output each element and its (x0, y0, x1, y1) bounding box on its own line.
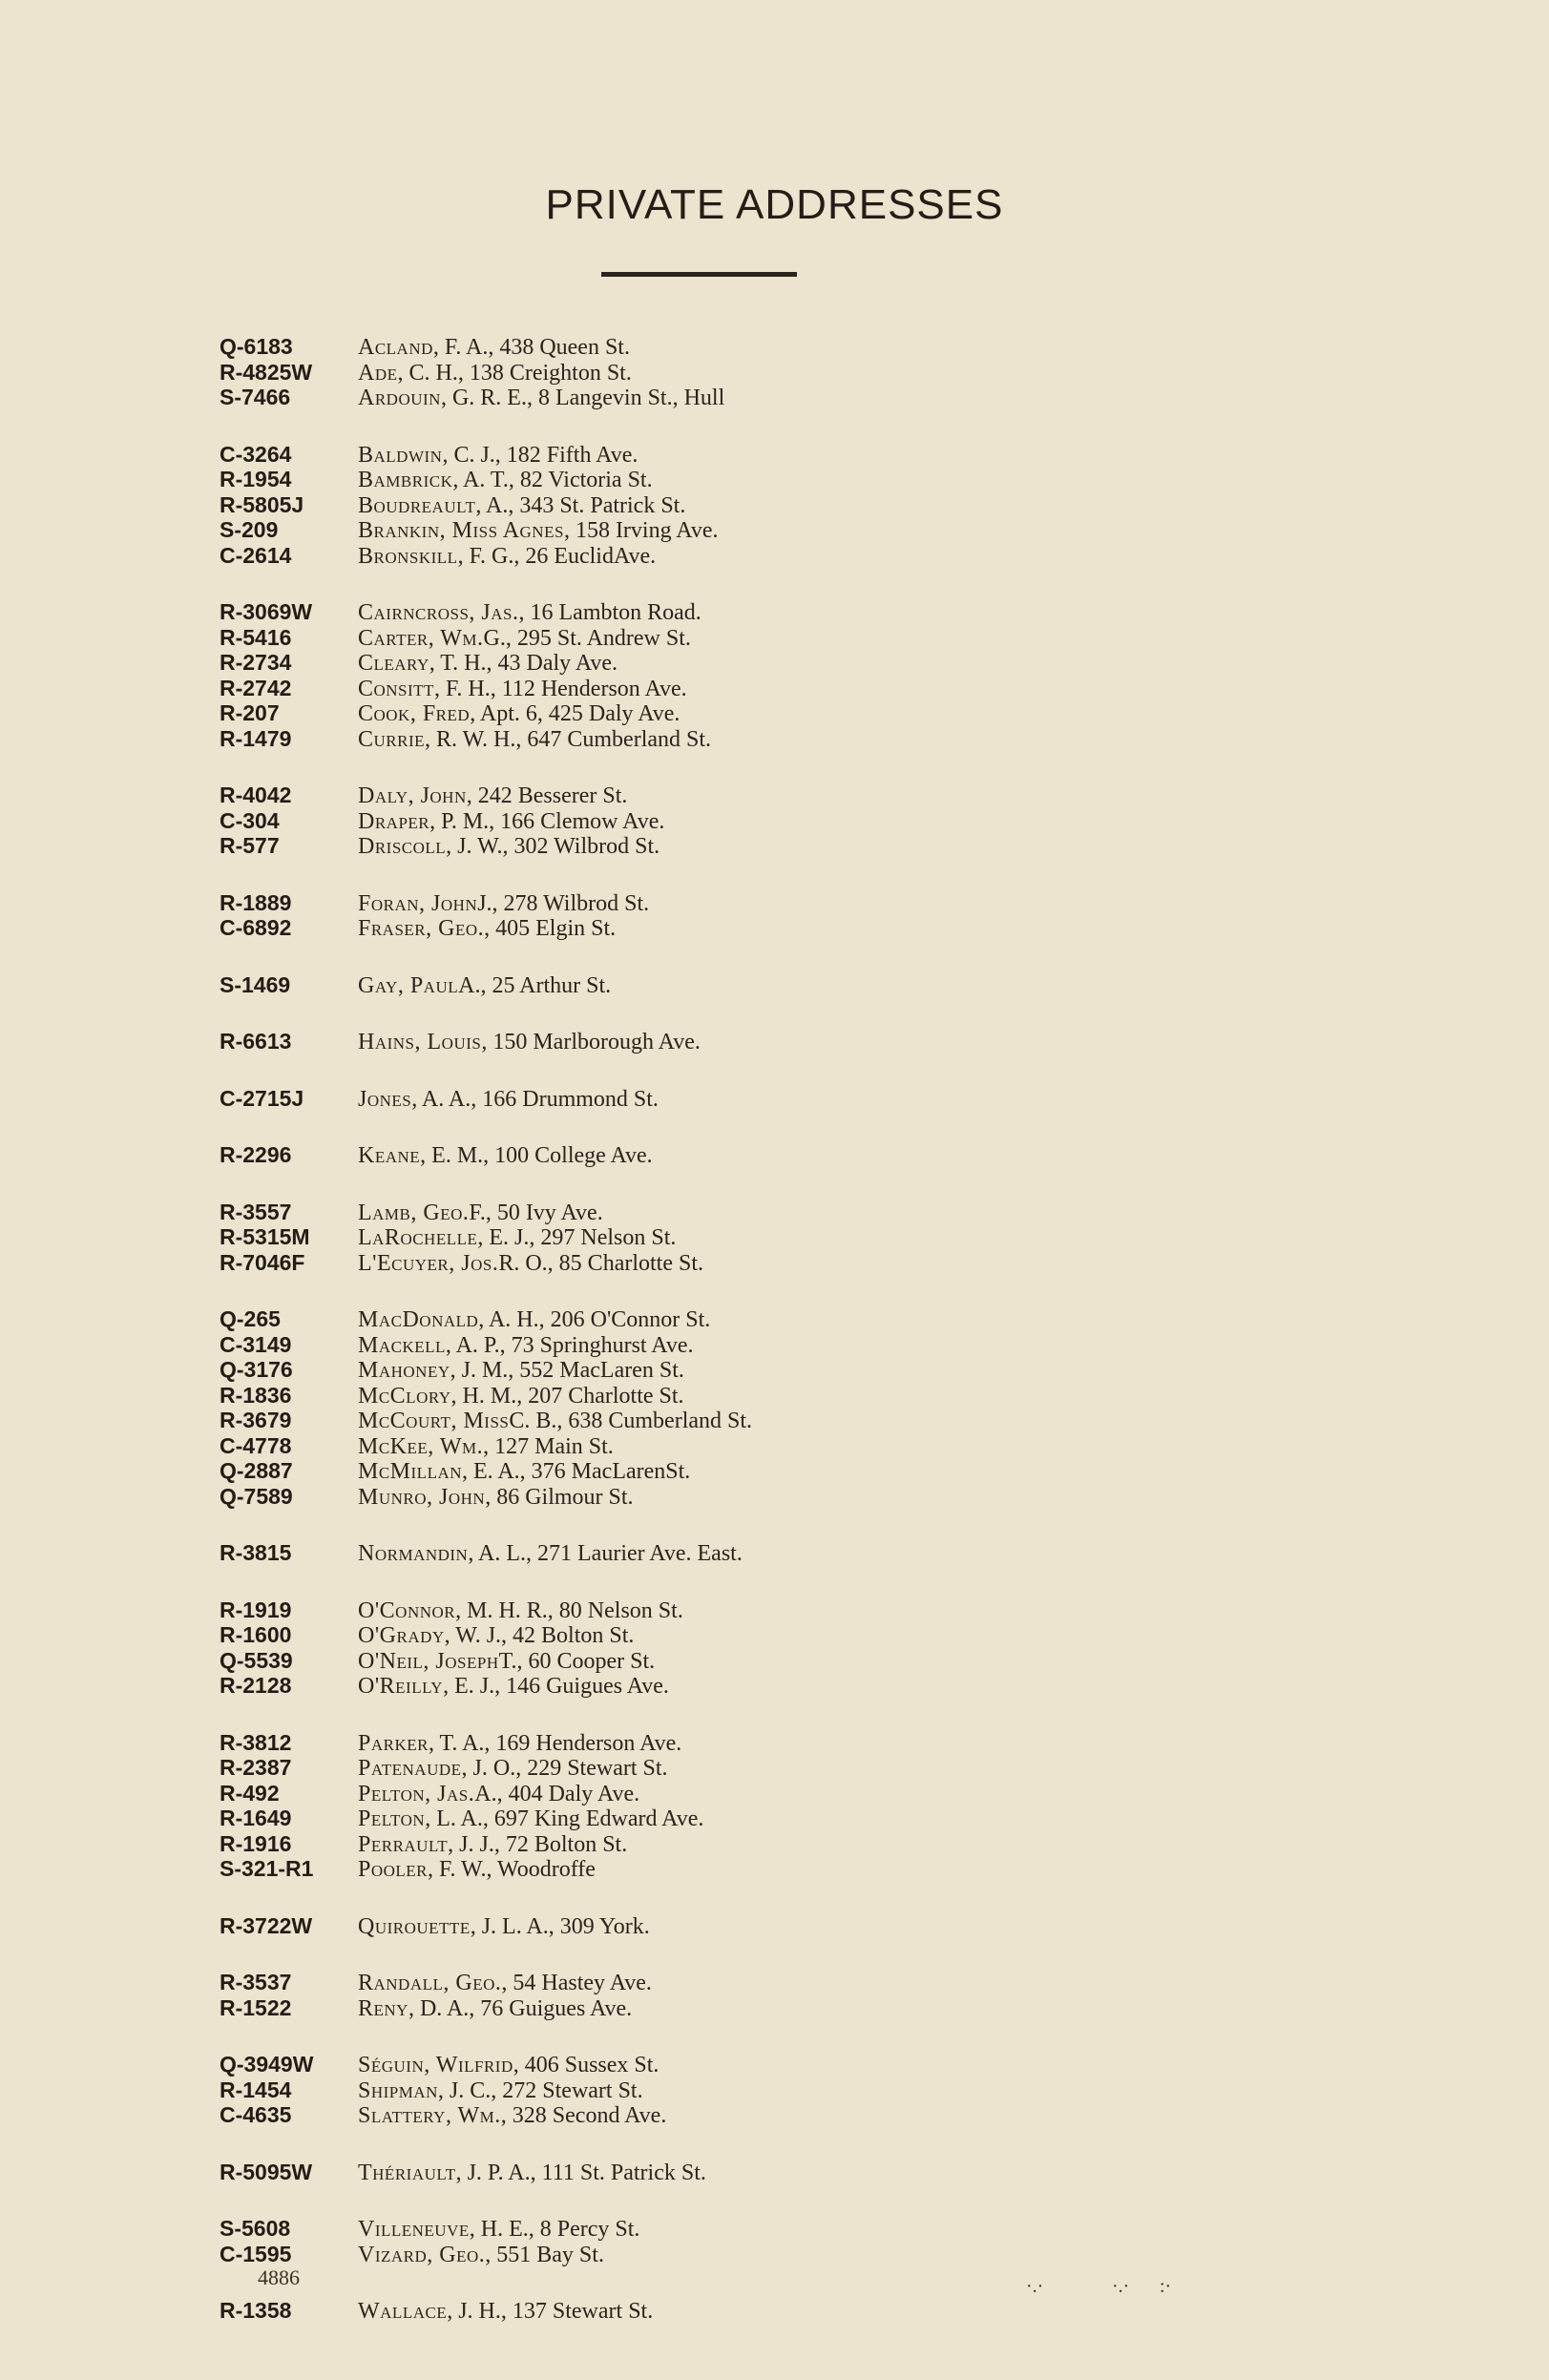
phone-number: C-4635 (220, 2102, 292, 2127)
address-entry (220, 1484, 1317, 1510)
address-entry (220, 1408, 1317, 1433)
person-name: O'Grady (358, 1623, 445, 1648)
street-address: , E. J., 146 Guigues Ave. (443, 1674, 669, 1699)
address-entry (220, 1433, 1317, 1459)
street-address: , A., 343 St. Patrick St. (475, 492, 686, 518)
phone-number: R-1479 (220, 725, 292, 751)
street-address: , F. W., Woodroffe (428, 1857, 596, 1882)
phone-number: C-3149 (220, 1331, 292, 1357)
phone-number: R-2742 (220, 675, 292, 700)
address-entry (220, 1622, 1317, 1648)
person-name: Gay, Paul (358, 972, 459, 998)
entry-group (220, 1913, 1317, 1939)
phone-number: Q-3949W (220, 2052, 314, 2077)
print-speck: ·.· (1112, 2276, 1130, 2297)
phone-number: R-2296 (220, 1142, 292, 1167)
entry-group (220, 1029, 1317, 1054)
phone-number: R-207 (220, 700, 280, 725)
person-name: McClory (358, 1383, 451, 1409)
person-name: Keane (358, 1143, 421, 1168)
title-rule (601, 272, 797, 277)
address-entry (220, 833, 1317, 859)
street-address: , C. J., 182 Fifth Ave. (442, 442, 638, 468)
street-address: , J. C., 272 Stewart St. (437, 2077, 643, 2103)
street-address: , 242 Besserer St. (466, 783, 628, 808)
person-name: Perrault (358, 1831, 449, 1857)
phone-number: R-3557 (220, 1199, 292, 1224)
street-address: , E. M., 100 College Ave. (420, 1143, 653, 1168)
entry-group (220, 1597, 1317, 1699)
address-entry (220, 1730, 1317, 1756)
entry-group (220, 1200, 1317, 1276)
address-entry (220, 1224, 1317, 1250)
street-address: , W. J., 42 Bolton St. (444, 1623, 635, 1648)
person-name: Hains, Louis (358, 1030, 482, 1054)
address-entry (220, 2216, 1317, 2242)
street-address: F., 50 Ivy Ave. (469, 1200, 603, 1225)
street-address: G., 295 St. Andrew St. (483, 625, 691, 651)
address-entry (220, 1970, 1317, 1995)
street-address: , J. J., 72 Bolton St. (448, 1831, 628, 1857)
person-name: Bronskill (358, 543, 458, 569)
person-name: McCourt, Miss (358, 1409, 510, 1433)
phone-number: R-2734 (220, 650, 292, 675)
entry-group (220, 1970, 1317, 2020)
phone-number: S-5608 (220, 2216, 291, 2241)
phone-number: C-3264 (220, 441, 292, 467)
phone-number: C-6892 (220, 915, 292, 940)
phone-number: Q-5539 (220, 1647, 293, 1673)
entry-group (220, 2160, 1317, 2185)
street-address: T., 60 Cooper St. (498, 1648, 656, 1674)
phone-number: R-5416 (220, 624, 292, 650)
address-entry (220, 915, 1317, 941)
address-entry (220, 1458, 1317, 1484)
street-address: A., 404 Daly Ave. (474, 1781, 640, 1806)
phone-number: R-492 (220, 1780, 280, 1806)
person-name: Villeneuve (358, 2217, 470, 2242)
street-address: , J. O., 229 Stewart St. (461, 1756, 668, 1781)
person-name: Munro, John (358, 1484, 486, 1510)
person-name: Foran, John (358, 890, 478, 916)
street-address: , A. T., 82 Victoria St. (452, 468, 653, 492)
phone-number: R-3722W (220, 1912, 313, 1938)
person-name: Pelton (358, 1806, 426, 1831)
person-name: Driscoll (358, 834, 447, 859)
person-name: Boudreault (358, 492, 476, 518)
person-name: Mackell (358, 1332, 446, 1358)
address-entry (220, 1597, 1317, 1623)
person-name: L'Ecuyer, Jos. (358, 1250, 499, 1276)
address-entry (220, 385, 1317, 410)
street-address: , D. A., 76 Guigues Ave. (408, 1995, 633, 2021)
address-entry (220, 1831, 1317, 1857)
street-address: , F. H., 112 Henderson Ave. (433, 676, 687, 701)
street-address: , A. L., 271 Laurier Ave. East. (468, 1541, 743, 1566)
phone-number: R-1454 (220, 2077, 292, 2102)
street-address: J., 278 Wilbrod St. (477, 890, 650, 916)
street-address: , H. E., 8 Percy St. (469, 2217, 640, 2242)
entry-group (220, 599, 1317, 751)
phone-number: C-1595 (220, 2241, 292, 2266)
phone-number: C-2715J (220, 1085, 304, 1111)
entry-group (220, 1142, 1317, 1168)
entry-group (220, 1086, 1317, 1112)
address-entry (220, 360, 1317, 386)
phone-number: R-5315M (220, 1224, 310, 1249)
page-title: PRIVATE ADDRESSES (545, 181, 1004, 228)
phone-number: C-2614 (220, 542, 292, 568)
person-name: Pelton, Jas. (358, 1781, 475, 1806)
person-name: Quirouette (358, 1913, 471, 1939)
phone-number: Q-3176 (220, 1357, 293, 1382)
person-name: Baldwin (358, 442, 443, 468)
address-entry (220, 1332, 1317, 1358)
person-name: Randall, Geo. (358, 1971, 502, 1995)
street-address: , J. H., 137 Stewart St. (447, 2299, 654, 2324)
address-entry (220, 2242, 1317, 2267)
street-address: , T. H., 43 Daly Ave. (429, 651, 618, 676)
phone-number: R-1600 (220, 1622, 292, 1647)
phone-number: R-1358 (220, 2298, 292, 2323)
address-entry (220, 1250, 1317, 1276)
street-address: , E. A., 376 MacLarenSt. (462, 1459, 691, 1484)
address-entry (220, 1142, 1317, 1168)
person-name: O'Reilly (358, 1674, 444, 1699)
person-name: Brankin, Miss Agnes (358, 518, 564, 543)
street-address: , A. A., 166 Drummond St. (411, 1086, 659, 1112)
person-name: Ardouin (358, 386, 441, 410)
address-entry (220, 1029, 1317, 1054)
address-entry (220, 1781, 1317, 1806)
street-address: , 127 Main St. (483, 1433, 614, 1459)
person-name: Lamb, Geo. (358, 1200, 470, 1225)
print-speck: :· (1160, 2276, 1172, 2297)
phone-number: R-2128 (220, 1673, 292, 1698)
phone-number: R-1522 (220, 1994, 292, 2020)
person-name: Normandin (358, 1541, 469, 1566)
address-entry (220, 700, 1317, 726)
address-entry (220, 808, 1317, 834)
address-entry (220, 2052, 1317, 2077)
street-address: , J. P. A., 111 St. Patrick St. (455, 2160, 706, 2185)
address-entry (220, 783, 1317, 808)
address-entry (220, 972, 1317, 998)
person-name: O'Neil, Joseph (358, 1648, 499, 1674)
person-name: Parker (358, 1730, 429, 1756)
address-entry (220, 517, 1317, 543)
print-speck: ·.· (1026, 2276, 1044, 2297)
street-address: , C. H., 138 Creighton St. (397, 360, 632, 386)
street-address: , F. G., 26 EuclidAve. (457, 543, 657, 569)
phone-number: C-304 (220, 807, 280, 833)
phone-number: R-5805J (220, 491, 304, 517)
person-name: Pooler (358, 1857, 429, 1882)
address-entry (220, 1200, 1317, 1225)
entry-group (220, 442, 1317, 569)
address-entry (220, 599, 1317, 625)
phone-number: Q-6183 (220, 334, 293, 359)
street-address: , 551 Bay St. (485, 2242, 604, 2267)
person-name: Séguin, Wilfrid (358, 2053, 513, 2077)
street-address: , R. W. H., 647 Cumberland St. (425, 726, 712, 752)
street-address: , 405 Elgin St. (484, 916, 617, 941)
address-entry (220, 726, 1317, 752)
address-entry (220, 890, 1317, 916)
address-entry (220, 1806, 1317, 1831)
phone-number: R-3679 (220, 1408, 292, 1432)
address-entry (220, 650, 1317, 676)
address-entry (220, 1913, 1317, 1939)
phone-number: R-1836 (220, 1382, 292, 1408)
person-name: Draper (358, 808, 430, 834)
phone-number: S-7466 (220, 385, 291, 409)
street-address: , M. H. R., 80 Nelson St. (455, 1597, 683, 1623)
person-name: Patenaude (358, 1756, 462, 1781)
entry-group (220, 890, 1317, 941)
street-address: , T. A., 169 Henderson Ave. (428, 1730, 682, 1756)
person-name: Cleary (358, 651, 429, 676)
phone-number: Q-7589 (220, 1483, 293, 1509)
person-name: O'Connor (358, 1597, 456, 1623)
street-address: , 158 Irving Ave. (563, 518, 719, 543)
phone-number: R-7046F (220, 1249, 305, 1275)
phone-number: S-209 (220, 517, 279, 542)
street-address: , A. H., 206 O'Connor St. (478, 1307, 711, 1332)
entry-group (220, 334, 1317, 410)
person-name: Acland (358, 335, 433, 360)
phone-number: R-1916 (220, 1830, 292, 1856)
person-name: Fraser, Geo. (358, 916, 485, 941)
address-entry (220, 492, 1317, 518)
phone-number: R-2387 (220, 1755, 292, 1780)
address-entry (220, 2298, 1317, 2324)
street-address: , 86 Gilmour St. (485, 1484, 634, 1510)
person-name: MacDonald (358, 1307, 479, 1332)
person-name: Shipman (358, 2077, 438, 2103)
street-address: C. B., 638 Cumberland St. (509, 1409, 753, 1433)
address-entry (220, 1856, 1317, 1882)
entry-group (220, 1540, 1317, 1566)
street-address: , 54 Hastey Ave. (501, 1971, 652, 1995)
address-entry (220, 1648, 1317, 1674)
address-entry (220, 1995, 1317, 2021)
address-entry (220, 1086, 1317, 1112)
entry-group (220, 2052, 1317, 2128)
person-name: Ade (358, 360, 398, 386)
street-address: , P. M., 166 Clemow Ave. (429, 808, 665, 834)
address-listing (220, 334, 1317, 2355)
street-address: , E. J., 297 Nelson St. (477, 1225, 677, 1250)
address-entry (220, 1540, 1317, 1566)
street-address: , G. R. E., 8 Langevin St., Hull (440, 386, 725, 410)
phone-number: R-1954 (220, 467, 292, 491)
street-address: , H. M., 207 Charlotte St. (450, 1383, 684, 1409)
phone-number: R-1889 (220, 889, 292, 915)
address-entry (220, 1673, 1317, 1699)
street-address: , A. P., 73 Springhurst Ave. (445, 1332, 694, 1358)
street-address: , 16 Lambton Road. (518, 600, 701, 625)
phone-number: Q-2887 (220, 1458, 293, 1483)
person-name: Wallace (358, 2299, 448, 2324)
phone-number: R-4825W (220, 359, 313, 385)
page-folio: 4886 (258, 2265, 300, 2289)
person-name: Cairncross, Jas. (358, 600, 519, 625)
street-address: , L. A., 697 King Edward Ave. (425, 1806, 704, 1831)
person-name: Carter, Wm. (358, 625, 484, 651)
street-address: , J. L. A., 309 York. (470, 1913, 650, 1939)
phone-number: Q-265 (220, 1306, 281, 1331)
address-entry (220, 2160, 1317, 2185)
street-address: , J. M., 552 MacLaren St. (450, 1358, 684, 1383)
entry-group (220, 1306, 1317, 1509)
phone-number: R-577 (220, 833, 280, 858)
street-address: A., 25 Arthur St. (458, 972, 612, 998)
address-entry (220, 334, 1317, 360)
person-name: Mahoney (358, 1358, 450, 1383)
person-name: McKee, Wm. (358, 1433, 484, 1459)
address-entry (220, 625, 1317, 651)
street-address: , F. A., 438 Queen St. (432, 335, 630, 360)
phone-number: R-3069W (220, 599, 313, 624)
address-entry (220, 543, 1317, 569)
entry-group (220, 783, 1317, 859)
person-name: LaRochelle (358, 1225, 478, 1250)
person-name: Jones (358, 1086, 412, 1112)
phone-number: R-3815 (220, 1540, 292, 1565)
street-address: R. O., 85 Charlotte St. (498, 1250, 704, 1276)
phone-number: S-321-R1 (220, 1856, 314, 1881)
phone-number: R-6613 (220, 1029, 292, 1054)
entry-group (220, 2298, 1317, 2324)
address-entry (220, 2102, 1317, 2128)
address-entry (220, 1383, 1317, 1409)
person-name: Thériault (358, 2160, 456, 2185)
phone-number: C-4778 (220, 1432, 292, 1458)
person-name: Bambrick (358, 468, 453, 492)
person-name: Vizard, Geo. (358, 2242, 486, 2267)
street-address: , 406 Sussex St. (513, 2053, 659, 2077)
person-name: Cook, Fred (358, 701, 471, 726)
entry-group (220, 2216, 1317, 2266)
phone-number: R-5095W (220, 2159, 313, 2184)
person-name: McMillan (358, 1459, 463, 1484)
person-name: Slattery, Wm. (358, 2103, 501, 2128)
phone-number: R-3812 (220, 1729, 292, 1755)
phone-number: R-4042 (220, 783, 292, 807)
phone-number: R-3537 (220, 1970, 292, 1994)
person-name: Currie (358, 726, 426, 752)
street-address: , 150 Marlborough Ave. (481, 1030, 701, 1054)
address-entry (220, 1306, 1317, 1332)
address-entry (220, 2077, 1317, 2103)
address-entry (220, 1755, 1317, 1781)
person-name: Reny (358, 1995, 408, 2021)
address-entry (220, 1357, 1317, 1383)
person-name: Consitt (358, 676, 434, 701)
phone-number: S-1469 (220, 971, 291, 997)
entry-group (220, 972, 1317, 998)
street-address: , 328 Second Ave. (500, 2103, 667, 2128)
address-entry (220, 676, 1317, 701)
phone-number: R-1649 (220, 1806, 292, 1830)
street-address: , Apt. 6, 425 Daly Ave. (470, 701, 680, 726)
street-address: , J. W., 302 Wilbrod St. (446, 834, 660, 859)
person-name: Daly, John (358, 783, 467, 808)
entry-group (220, 1730, 1317, 1882)
address-entry (220, 442, 1317, 468)
address-entry (220, 467, 1317, 492)
phone-number: R-1919 (220, 1597, 292, 1622)
